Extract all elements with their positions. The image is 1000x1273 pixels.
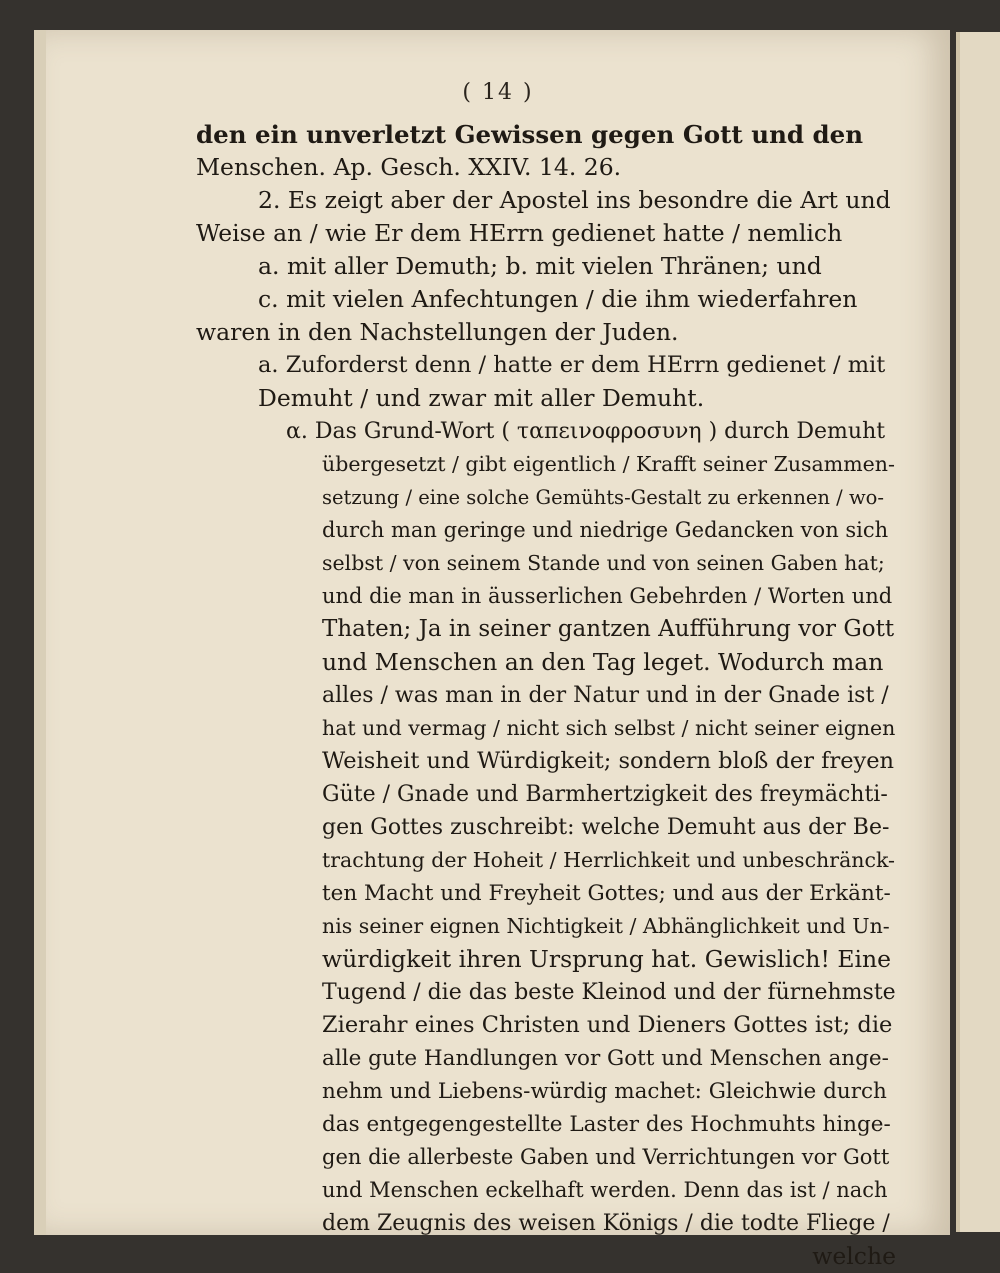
text-line: nis seiner eignen Nichtigkeit / Abhänglichkeit und Un- xyxy=(322,914,890,938)
text-line: selbst / von seinem Stande und von seinen Gaben hat; xyxy=(322,551,885,575)
text-line: trachtung der Hoheit / Herrlichkeit und unbeschränck- xyxy=(322,848,895,872)
page-number-header: ( 14 ) xyxy=(462,80,534,105)
text-line: und Menschen an den Tag leget. Wodurch man xyxy=(322,648,884,676)
text-line: nehm und Liebens-würdig machet: Gleichwie durch xyxy=(322,1079,887,1104)
text-line: Zierahr eines Christen und Dieners Gottes ist; die xyxy=(322,1012,893,1038)
text-line: durch man geringe und niedrige Gedancken von sich xyxy=(322,518,889,542)
text-line: Weise an / wie Er dem HErrn gedienet hatte / nemlich xyxy=(196,219,843,247)
text-line: Weisheit und Würdigkeit; sondern bloß der freyen xyxy=(322,748,895,774)
text-line: alle gute Handlungen vor Gott und Menschen ange- xyxy=(322,1046,889,1071)
text-line: den ein unverletzt Gewissen gegen Gott und den xyxy=(196,120,864,149)
text-line: α. Das Grund-Wort ( ταπεινοφροσυνη ) durch Demuht xyxy=(286,419,886,444)
text-line: dem Zeugnis des weisen Königs / die todte Fliege / xyxy=(322,1211,890,1236)
text-line: setzung / eine solche Gemühts-Gestalt zu erkennen / wo- xyxy=(322,486,884,509)
text-line: übergesetzt / gibt eigentlich / Krafft seiner Zusammen- xyxy=(322,452,895,476)
book-page xyxy=(34,30,950,1270)
text-line: und die man in äusserlichen Gebehrden / Worten und xyxy=(322,584,893,608)
body-text xyxy=(196,118,896,1273)
adjacent-page-edge xyxy=(956,32,1000,1232)
text-line: waren in den Nachstellungen der Juden. xyxy=(196,318,679,346)
text-line: 2. Es zeigt aber der Apostel ins besondre die Art und xyxy=(258,186,891,214)
text-line: a. Zuforderst denn / hatte er dem HErrn gedienet / mit xyxy=(258,352,886,378)
text-line: Güte / Gnade und Barmhertzigkeit des freymächti- xyxy=(322,782,888,807)
text-line: Menschen. Ap. Gesch. XXIV. 14. 26. xyxy=(196,153,622,181)
text-line: und Menschen eckelhaft werden. Denn das ist / nach xyxy=(322,1178,888,1202)
text-line: das entgegengestellte Laster des Hochmuhts hinge- xyxy=(322,1112,891,1137)
text-line: gen Gottes zuschreibt: welche Demuht aus der Be- xyxy=(322,815,890,840)
text-line: Thaten; Ja in seiner gantzen Aufführung vor Gott xyxy=(322,616,895,642)
text-line: Tugend / die das beste Kleinod und der fürnehmste xyxy=(322,980,896,1005)
text-line: hat und vermag / nicht sich selbst / nicht seiner eignen xyxy=(322,716,896,740)
text-line: ten Macht und Freyheit Gottes; und aus der Erkänt- xyxy=(322,881,891,906)
catchword: welche xyxy=(812,1242,896,1270)
text-line: alles / was man in der Natur und in der Gnade ist / xyxy=(322,683,889,708)
text-line: c. mit vielen Anfechtungen / die ihm wiederfahren xyxy=(258,285,858,313)
text-line: würdigkeit ihren Ursprung hat. Gewislich! Eine xyxy=(322,945,892,973)
text-line: Demuht / und zwar mit aller Demuht. xyxy=(258,384,705,412)
text-line: gen die allerbeste Gaben und Verrichtungen vor Gott xyxy=(322,1145,890,1169)
text-line: a. mit aller Demuth; b. mit vielen Thränen; und xyxy=(258,252,822,280)
